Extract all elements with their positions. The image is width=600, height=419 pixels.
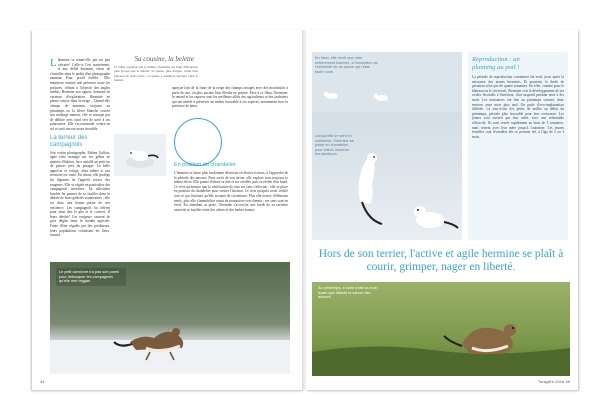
ermine-snow-photo (50, 262, 290, 374)
grass-caption: Au printemps, à boire à fait sa mue, avant que débute la saison des amours. (318, 286, 378, 300)
body-chandelier: L'hermine se lance plus facilement désaveux en février et mars, à l'approche de la période des amours. Pour sortir de son terrier, elle explore trois toujours le même décor. Elle pointe d'abord sa tête et ses oreilles, puis se révèle d'un bond. Ce n'est qu'ensuite que la vérification de tous ses sens s'effectue : elle se place en position du chandelier pour scruter l'horizon. Ce n'est qu'après avoir vérifié tout ce qui l'entoure qu'elle accepte de s'aventurer. Plus elle trouve d'éléments neufs, plus elle s'immobilise avant de poursuivre son chemin ; ses sens sont en éveil. En attendant sa proie, l'hermine s'accroche aux bords de sa cachette avant de se faufiler entre des arbres et des herbes hautes. (174, 171, 288, 212)
subhead-chandelier: En position du chandelier (174, 162, 236, 168)
ermine-inset-photo (114, 134, 166, 176)
reproduction-body: La période de reproduction commence fin avril, juste après la naissance des jeunes hermines. Et pourtant, la durée de gestation n'est que de quatre semaines. En effet, comme pour le blaireau ou le chevreuil, l'hermine voit le développement de ses ovules fécondés à l'intérieur, d'un suspend pendant neuf à dix mois. Les naissances ont lieu au printemps suivant, donc environ onze mois plus tard. On parle d'ovo-implantation différée. La tout-à-fait des petits de neiller au début du printemps, période plus favorable pour leur croissance. Les jeunes sont ouverts par leur mère, avec une redoutable efficacité. Ils sont sevrés rapidement au bout de 5 semaines, mais restent avec leur mère jusqu'à l'automne. Les jeunes femelles sont fécondées dès ce premier été, à l'âge de 2 ou 3 mois. (472, 75, 564, 139)
chandelier-caption: Lorsqu'elle se sent en confiance, l'hermine se poste en chandelier pour mieux observer les alentours. (315, 134, 354, 157)
drop-cap: L (50, 58, 57, 69)
right-page (306, 30, 578, 390)
left-photo-caption: Le petit carnivore n'a pas son pareil pour débusquer les campagnols qu'elle met reggae. (56, 268, 126, 286)
left-col-1 (50, 58, 110, 268)
ermine-winter-photo (312, 52, 462, 240)
reproduction-box (468, 52, 568, 240)
body-continued: aperçue loin de la fonte de la neige des champs ravagés avec des monticules à perte de vue, où plus aucune brin d'herbe ne pousse. Face à ce fléau, l'hermine, le renard et les rapaces sont les meilleurs alliés des agriculteurs et des jardiniers qui ont intérêt à préserver un milieu favorable à ces espèces, notamment avec la présence de haies. (172, 86, 288, 109)
inset-circle-frame (174, 118, 222, 166)
left-page (32, 30, 304, 390)
pull-quote: Hors de son terrier, l'active et agile hermine se plaît à courir, grimper, nager en liberté. (318, 248, 564, 273)
sidebar-title: Sa cousine, la belette (134, 55, 194, 63)
reproduction-title-1: Reproduction : un (472, 56, 520, 63)
intro-paragraph: Lhermine se tenait-elle pas un peu calvaire! Celle-ci l'est assurément, et aux défilé émanant, chose de s'installer dans le jardin d'un photographe amateur. Pour, profil éveillé... Elle maintient comme une présence toute les postures, offrant à l'objectif des angles inédits. Hermine aux aguets, hermine en curieuse d'exploration. Hermine en pleine course dans la neige... Quand elle change de manteau, toujours au printemps ou la fièvre blanche couvre son mélange marron, elle se masque par de délibre avec fond vert de sorte à ses poursuivre. Elle s'accommode, ventre en sol et croit encore assez invisible. (50, 58, 110, 131)
ermine-inset-illustration (114, 134, 166, 176)
magazine-spread (32, 30, 578, 390)
body-campagnols: Son voisin photographe, Fabien Gallois, agile rôtie managé sur ses gélins en matière d'habitat, lui a installé un petit tas de pierres près du potager. La belle apprécie ce refuge, alors même si son territoire est vaste. En retour, elle protège les légumes de l'appétit vorace des rongeurs. Elle se régale en particulier des campagnols terrestres. Sa silhouette fuselée lui permet de se faufiler dans le dédale de leurs galeries souterraines ; elle est donc une bonne partie de son existence. Les campagnols lui offrent pour ainsi dire le gîte et le couvert. Il leurs dérobe! Ces rongeurs causent de gros dégâts dans le monde agricole. Faute d'être régulés par des prédateurs, leurs populations colonisent les lieux, lassant (50, 150, 110, 238)
reproduction-title-2: planning au poil ! (472, 64, 520, 71)
ermine-grass-photo (312, 282, 570, 376)
sidebar-intro: Si l'aîné a généré son le mâme, l'hermine est bruit d'hiverrées plus grosse que la belette. Sa queue, plus longue, cerné d'un pinceau de poils noirs ; sa queue a aisément décapot chez la belette. (114, 65, 198, 83)
left-col-3 (174, 162, 288, 272)
folio-left: 44 (40, 379, 45, 384)
subhead-campagnols: La terreur des campagnols (50, 134, 88, 148)
folio-right: Tonight's 119 ▸ 45 (538, 379, 570, 384)
winter-caption: En hiver, elle revêt une robe entièrement blanche, à l'exception de l'extrémité de sa queue qui reste toute noire. (315, 56, 378, 74)
